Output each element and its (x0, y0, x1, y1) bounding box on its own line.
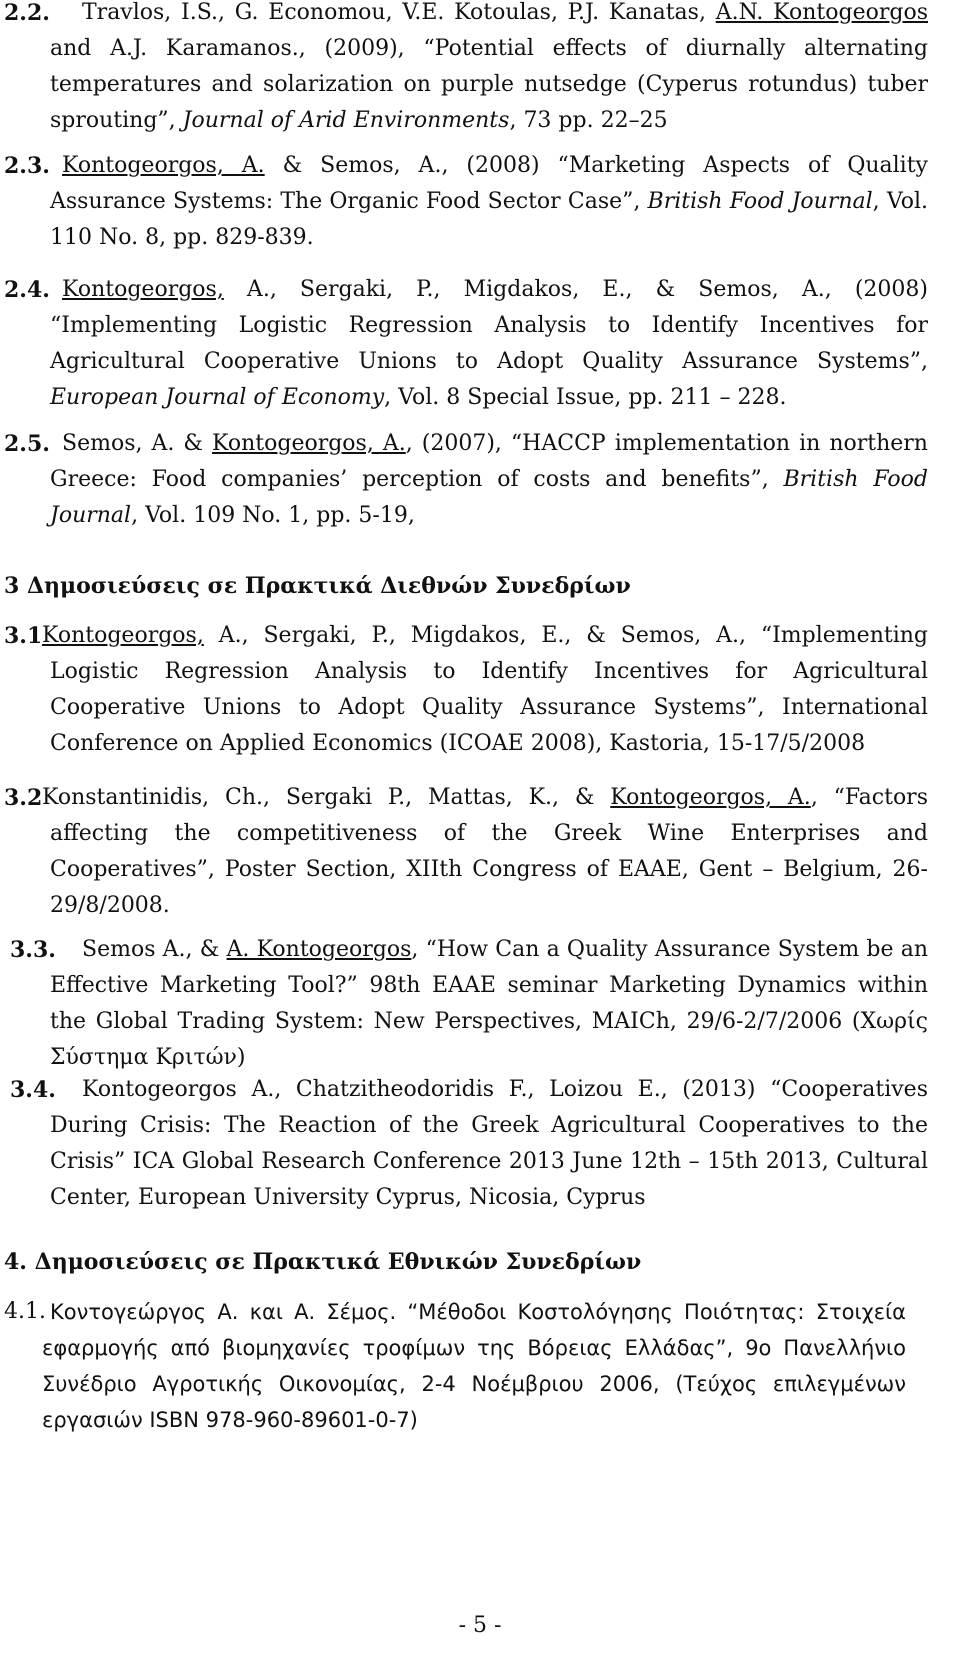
section-heading-international: 3 Δημοσιεύσεις σε Πρακτικά Διεθνών Συνεδρίων (4, 573, 631, 599)
ref-pages: , 73 pp. 22–25 (509, 108, 668, 133)
author-highlight: Kontogeorgos, (62, 277, 224, 302)
ref-text: Κοντογεώργος Α. και Α. Σέμος. “Μέθοδοι Κοστολόγησης Ποιότητας: Στοιχεία εφαρμογής από βιομηχανίες τροφίμων της Βόρειας Ελλάδας”, 9ο Πανελλήνιο Συνέδριο Αγροτικής Οικονομίας, 2-4 Νοέμβριου 2006, (Τεύχος επιλεγμένων εργασιών ISBN 978-960-89601-0-7) (42, 1300, 906, 1432)
ref-pages: , Vol. 8 Special Issue, pp. 211 – 228. (384, 385, 787, 410)
ref-authors: Semos, A. & (62, 431, 213, 456)
author-highlight: A.N. Kontogeorgos (715, 0, 928, 25)
journal-name: Journal of Arid Environments (182, 108, 510, 133)
reference-3-4 (50, 1072, 928, 1216)
ref-number: 2.5. (4, 431, 50, 457)
reference-2-3 (50, 148, 928, 256)
reference-3-1 (42, 618, 928, 762)
ref-text: , (2007), “HACCP implementation in northern Greece: Food companies’ perception of costs and benefits”, (50, 431, 928, 492)
journal-name: British Food Journal (647, 189, 873, 214)
page-number: - 5 - (458, 1613, 502, 1638)
ref-authors: Konstantinidis, Ch., Sergaki P., Mattas, K., & (42, 785, 611, 810)
author-highlight: A. Kontogeorgos (226, 937, 412, 962)
ref-text: & Semos, A., (2008) “Marketing Aspects of Quality Assurance Systems: The Organic Food Sector Case”, (50, 153, 928, 214)
journal-name: European Journal of Economy (50, 385, 385, 410)
section-heading-national: 4. Δημοσιεύσεις σε Πρακτικά Εθνικών Συνεδρίων (4, 1249, 642, 1275)
ref-authors: Travlos, I.S., G. Economou, V.E. Kotoulas, P.J. Kanatas, (82, 0, 716, 25)
author-highlight: Kontogeorgos, A. (212, 431, 406, 456)
author-highlight: Kontogeorgos, A. (610, 785, 811, 810)
ref-number: 4.1. (4, 1299, 46, 1324)
reference-4-1 (42, 1294, 906, 1438)
ref-number: 2.2. (4, 0, 50, 26)
ref-number: 3.3. (10, 937, 56, 963)
ref-authors: Semos A., & (82, 937, 227, 962)
reference-3-3 (50, 932, 928, 1076)
ref-text: Kontogeorgos A., Chatzitheodoridis F., Loizou E., (2013) “Cooperatives During Crisis: The Reaction of the Greek Agricultural Cooperatives to the Crisis” ICA Global Research Conference 2013 June 12th – 15th 2013, Cultural Center, European University Cyprus, Nicosia, Cyprus (50, 1077, 928, 1210)
author-highlight: Kontogeorgos, A. (62, 153, 265, 178)
reference-2-2 (50, 0, 928, 139)
ref-pages: , Vol. 110 No. 8, pp. 829-839. (50, 189, 928, 250)
ref-number: 2.4. (4, 277, 50, 303)
reference-2-5 (50, 426, 928, 534)
ref-text: , “How Can a Quality Assurance System be an Effective Marketing Tool?” 98th EAAE seminar Marketing Dynamics within the Global Trading System: New Perspectives, MAICh, 29/6-2/7/2006 (Χωρίς Σύστημα Κριτών) (50, 937, 928, 1070)
reference-3-2 (42, 780, 928, 924)
author-highlight: Kontogeorgos, (42, 623, 204, 648)
ref-text: A., Sergaki, P., Migdakos, E., & Semos, A., “Implementing Logistic Regression Analysis to Identify Incentives for Agricultural Cooperative Unions to Adopt Quality Assurance Systems”, International Conference on Applied Economics (ICOAE 2008), Kastoria, 15-17/5/2008 (50, 623, 928, 756)
ref-number: 3.1 (4, 623, 43, 649)
ref-number: 2.3. (4, 153, 50, 179)
ref-number: 3.2 (4, 785, 43, 811)
ref-number: 3.4. (10, 1077, 56, 1103)
reference-2-4 (50, 272, 928, 416)
journal-name: British Food Journal (50, 467, 928, 528)
ref-pages: , Vol. 109 No. 1, pp. 5-19, (131, 503, 415, 528)
ref-text: , “Factors affecting the competitiveness of the Greek Wine Enterprises and Cooperatives”, Poster Section, XIIth Congress of EAAE, Gent – Belgium, 26-29/8/2008. (50, 785, 928, 918)
ref-text: and A.J. Karamanos., (2009), “Potential effects of diurnally alternating temperatures and solarization on purple nutsedge (Cyperus rotundus) tuber sprouting”, (50, 36, 928, 133)
ref-text: A., Sergaki, P., Migdakos, E., & Semos, A., (2008) “Implementing Logistic Regression Analysis to Identify Incentives for Agricultural Cooperative Unions to Adopt Quality Assurance Systems”, (50, 277, 928, 374)
